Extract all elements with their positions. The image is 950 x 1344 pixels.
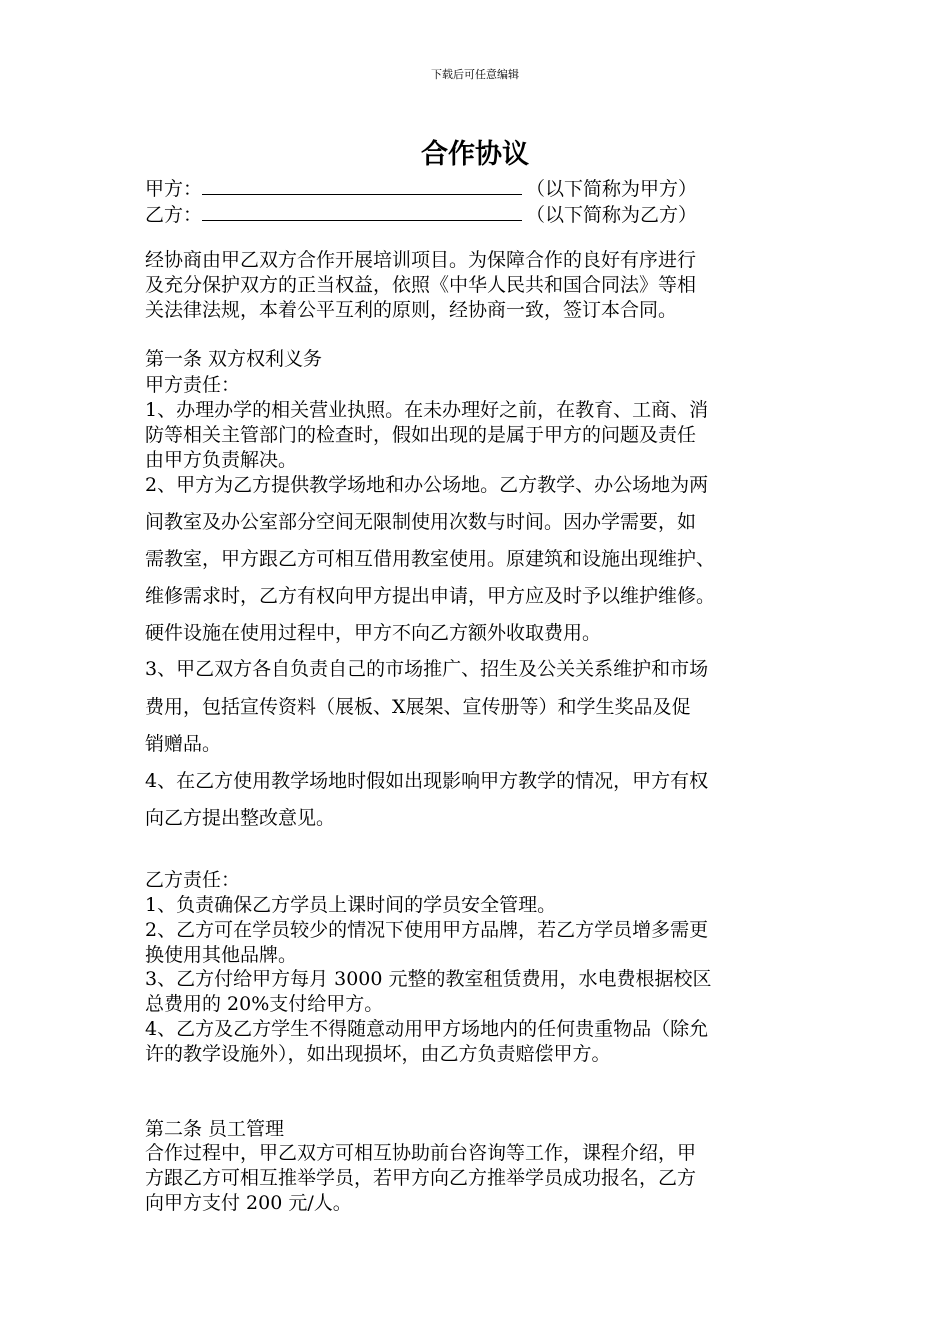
party-b-duties-heading: 乙方责任： [145,869,241,891]
body-line: 硬件设施在使用过程中，甲方不向乙方额外收取费用。 [145,622,602,644]
party-b-blank [202,203,522,221]
body-line: 费用，包括宣传资料（展板、X展架、宣传册等）和学生奖品及促 [145,696,691,718]
header-note: 下载后可任意编辑 [431,68,519,81]
body-line: 由甲方负责解决。 [145,449,298,471]
body-line: 向乙方提出整改意见。 [145,807,336,829]
body-line: 总费用的 20%支付给甲方。 [145,993,384,1015]
body-line: 许的教学设施外），如出现损坏，由乙方负责赔偿甲方。 [145,1043,611,1065]
body-line: 维修需求时，乙方有权向甲方提出申请，甲方应及时予以维护维修。 [145,585,716,607]
party-a-label: 甲方： [145,178,203,200]
body-line: 3、甲乙双方各自负责自己的市场推广、招生及公关关系维护和市场 [145,658,709,680]
body-line: 销赠品。 [145,733,222,755]
body-line: 合作过程中，甲乙双方可相互协助前台咨询等工作，课程介绍，甲 [145,1142,697,1164]
body-line: 3、乙方付给甲方每月 3000 元整的教室租赁费用，水电费根据校区 [145,968,712,990]
party-b-label: 乙方： [145,204,203,226]
party-b-suffix: （以下简称为乙方） [526,204,698,226]
party-a-duties-heading: 甲方责任： [145,374,241,396]
article-1-heading: 第一条 双方权利义务 [145,348,323,370]
body-line: 间教室及办公室部分空间无限制使用次数与时间。因办学需要，如 [145,511,697,533]
document-title: 合作协议 [421,139,529,170]
party-b-row [145,203,815,225]
party-a-blank [202,177,522,195]
body-line: 2、甲方为乙方提供教学场地和办公场地。乙方教学、办公场地为两 [145,474,709,496]
body-line: 4、在乙方使用教学场地时假如出现影响甲方教学的情况，甲方有权 [145,770,709,792]
body-line: 向甲方支付 200 元/人。 [145,1192,352,1214]
body-line: 1、办理办学的相关营业执照。在未办理好之前，在教育、工商、消 [145,399,709,421]
body-line: 换使用其他品牌。 [145,944,298,966]
body-line: 1、负责确保乙方学员上课时间的学员安全管理。 [145,894,557,916]
body-line: 2、乙方可在学员较少的情况下使用甲方品牌，若乙方学员增多需更 [145,919,709,941]
party-a-suffix: （以下简称为甲方） [526,178,698,200]
body-line: 4、乙方及乙方学生不得随意动用甲方场地内的任何贵重物品（除允 [145,1018,709,1040]
body-line: 防等相关主管部门的检查时，假如出现的是属于甲方的问题及责任 [145,424,697,446]
party-a-row [145,177,815,199]
preamble-line: 经协商由甲乙双方合作开展培训项目。为保障合作的良好有序进行 [145,249,697,271]
article-2-heading: 第二条 员工管理 [145,1118,285,1140]
body-line: 需教室，甲方跟乙方可相互借用教室使用。原建筑和设施出现维护、 [145,548,716,570]
preamble-line: 及充分保护双方的正当权益，依照《中华人民共和国合同法》等相 [145,274,697,296]
body-line: 方跟乙方可相互推举学员，若甲方向乙方推举学员成功报名，乙方 [145,1167,697,1189]
preamble-line: 关法律法规，本着公平互利的原则，经协商一致，签订本合同。 [145,299,678,321]
